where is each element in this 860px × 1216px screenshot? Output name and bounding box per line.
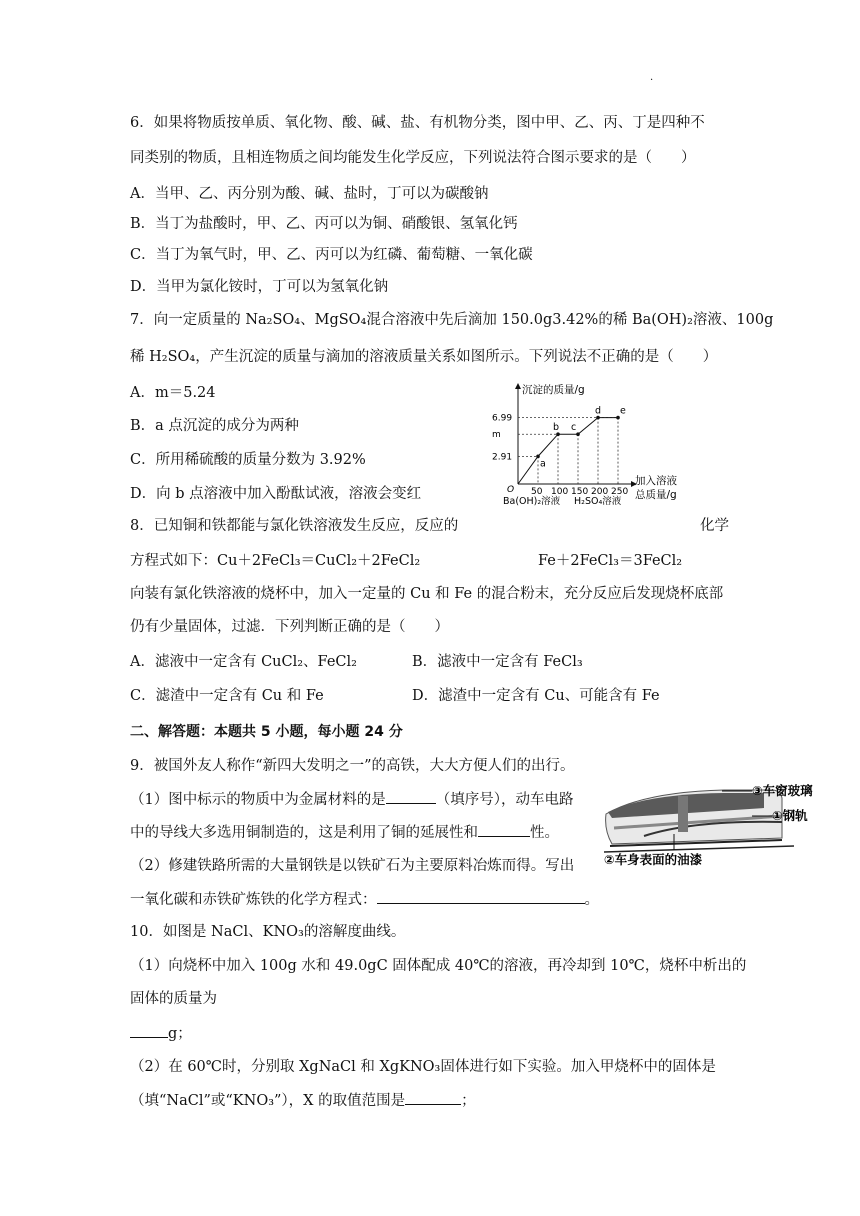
point-label: e [620, 405, 626, 417]
y-tick-label: m [492, 430, 501, 441]
q10-part1-line2: 固体的质量为 [130, 991, 217, 1007]
q9-blank-1[interactable] [386, 789, 436, 804]
q10-p2-end: ； [461, 1093, 476, 1109]
chart-reagent-2: H₂SO₄溶液 [574, 496, 622, 507]
q9-part2-line2 [130, 889, 599, 910]
q6-option-d: D．当甲为氯化铵时，丁可以为氢氧化钠 [130, 279, 389, 295]
q8-option-c: C．滤渣中一定含有 Cu 和 Fe [130, 688, 324, 704]
q8-stem-1: 8．已知铜和铁都能与氯化铁溶液发生反应，反应的 [130, 518, 459, 534]
point-label: b [553, 422, 560, 434]
q9-part1-line1 [130, 789, 573, 810]
q6-option-a: A．当甲、乙、丙分别为酸、碱、盐时，丁可以为碳酸钠 [130, 186, 489, 202]
q9-blank-2[interactable] [478, 822, 530, 837]
q10-blank-2[interactable] [405, 1090, 461, 1105]
point-label: a [540, 458, 546, 470]
q10-p2-text-b: （填“NaCl”或“KNO₃”），X 的取值范围是 [130, 1093, 406, 1109]
x-tick-label: 250 [611, 487, 629, 497]
precipitate-chart [488, 380, 688, 514]
q6-option-b: B．当丁为盐酸时，甲、乙、丙可以为铜、硝酸银、氢氧化钙 [130, 216, 518, 232]
x-tick-label: 200 [591, 487, 609, 497]
chart-xlabel-1: 加入溶液 [635, 475, 677, 487]
q10-part2-line2 [130, 1090, 476, 1111]
q9-p1-text-a: （1）图中标示的物质中为金属材料的是 [130, 792, 386, 808]
q8-equation-1: 方程式如下：Cu＋2FeCl₃＝CuCl₂＋2FeCl₂ [130, 553, 421, 569]
q9-p2-end: 。 [584, 892, 599, 908]
q7-option-a: A．m＝5.24 [130, 385, 216, 401]
q9-p2-text-b: 一氧化碳和赤铁矿炼铁的化学方程式： [130, 892, 377, 908]
q8-stem-2: 向装有氯化铁溶液的烧杯中，加入一定量的 Cu 和 Fe 的混合粉末，充分反应后发现烧杯底部 [130, 586, 724, 602]
q7-option-c: C．所用稀硫酸的质量分数为 3.92% [130, 452, 366, 468]
label-window-glass: ③车窗玻璃 [752, 783, 813, 798]
y-tick-label: 6.99 [492, 413, 513, 424]
q8-equation-2: Fe＋2FeCl₃＝3FeCl₂ [538, 553, 683, 569]
q8-option-a: A．滤液中一定含有 CuCl₂、FeCl₂ [130, 654, 357, 670]
q8-stem-1-tail: 化学 [700, 518, 729, 534]
q10-part1-line3 [130, 1023, 192, 1044]
chart-ylabel: 沉淀的质量/g [522, 384, 585, 396]
q9-stem: 9．被国外友人称作“新四大发明之一”的高铁，大大方便人们的出行。 [130, 758, 575, 774]
x-tick-label: 150 [571, 487, 589, 497]
q9-part2-line1: （2）修建铁路所需的大量钢铁是以铁矿石为主要原料冶炼而得。写出 [130, 858, 575, 874]
q8-stem-3: 仍有少量固体，过滤．下列判断正确的是（ ） [130, 619, 449, 635]
q9-p1-text-d: 性。 [530, 825, 559, 841]
q10-part2-line1: （2）在 60℃时，分别取 XgNaCl 和 XgKNO₃固体进行如下实验。加入甲烧杯中的固体是 [130, 1059, 716, 1075]
q9-p1-text-b: （填序号），动车电路 [435, 792, 574, 808]
q9-blank-3[interactable] [377, 889, 585, 904]
q7-stem-1: 7．向一定质量的 Na₂SO₄、MgSO₄混合溶液中先后滴加 150.0g3.42%的稀 Ba(OH)₂溶液、100g [130, 312, 774, 328]
train-image [604, 790, 794, 852]
q10-blank-1[interactable] [130, 1023, 168, 1038]
x-tick-label: 50 [531, 487, 543, 497]
q9-part1-line2 [130, 822, 559, 843]
corner-mark: . [650, 72, 654, 83]
q10-part1-line1: （1）向烧杯中加入 100g 水和 49.0gC 固体配成 40℃的溶液，再冷却到 10℃，烧杯中析出的 [130, 958, 747, 974]
chart-reagent-1: Ba(OH)₂溶液 [503, 496, 561, 507]
q6-stem-2: 同类别的物质，且相连物质之间均能发生化学反应，下列说法符合图示要求的是（ ） [130, 150, 696, 166]
q6-stem-1: 6．如果将物质按单质、氧化物、酸、碱、盐、有机物分类，图中甲、乙、丙、丁是四种不 [130, 115, 705, 131]
q10-stem: 10．如图是 NaCl、KNO₃的溶解度曲线。 [130, 924, 406, 940]
q7-stem-2: 稀 H₂SO₄，产生沉淀的质量与滴加的溶液质量关系如图所示。下列说法不正确的是（ ） [130, 349, 718, 365]
label-steel-rail: ①钢轨 [772, 808, 808, 823]
point-label: d [595, 405, 602, 417]
q8-option-b: B．滤液中一定含有 FeCl₃ [412, 654, 583, 670]
section-2-title: 二、解答题：本题共 5 小题，每小题 24 分 [130, 724, 403, 740]
y-tick-label: 2.91 [492, 452, 513, 463]
q7-option-b: B．a 点沉淀的成分为两种 [130, 418, 299, 434]
chart-series-line [518, 418, 618, 484]
label-body-paint: ②车身表面的油漆 [604, 852, 703, 867]
q10-p1-unit: g； [168, 1026, 192, 1042]
q7-option-d: D．向 b 点溶液中加入酚酞试液，溶液会变红 [130, 486, 422, 502]
point-label: c [571, 422, 577, 434]
train-illustration [604, 778, 836, 872]
q9-p1-text-c: 中的导线大多选用铜制造的，这是利用了铜的延展性和 [130, 825, 478, 841]
chart-origin: O [507, 485, 515, 495]
q6-option-c: C．当丁为氧气时，甲、乙、丙可以为红磷、葡萄糖、一氧化碳 [130, 247, 533, 263]
x-tick-label: 100 [551, 487, 569, 497]
q8-option-d: D．滤渣中一定含有 Cu、可能含有 Fe [412, 688, 660, 704]
chart-xlabel-2: 总质量/g [635, 489, 677, 501]
data-point [576, 432, 580, 436]
